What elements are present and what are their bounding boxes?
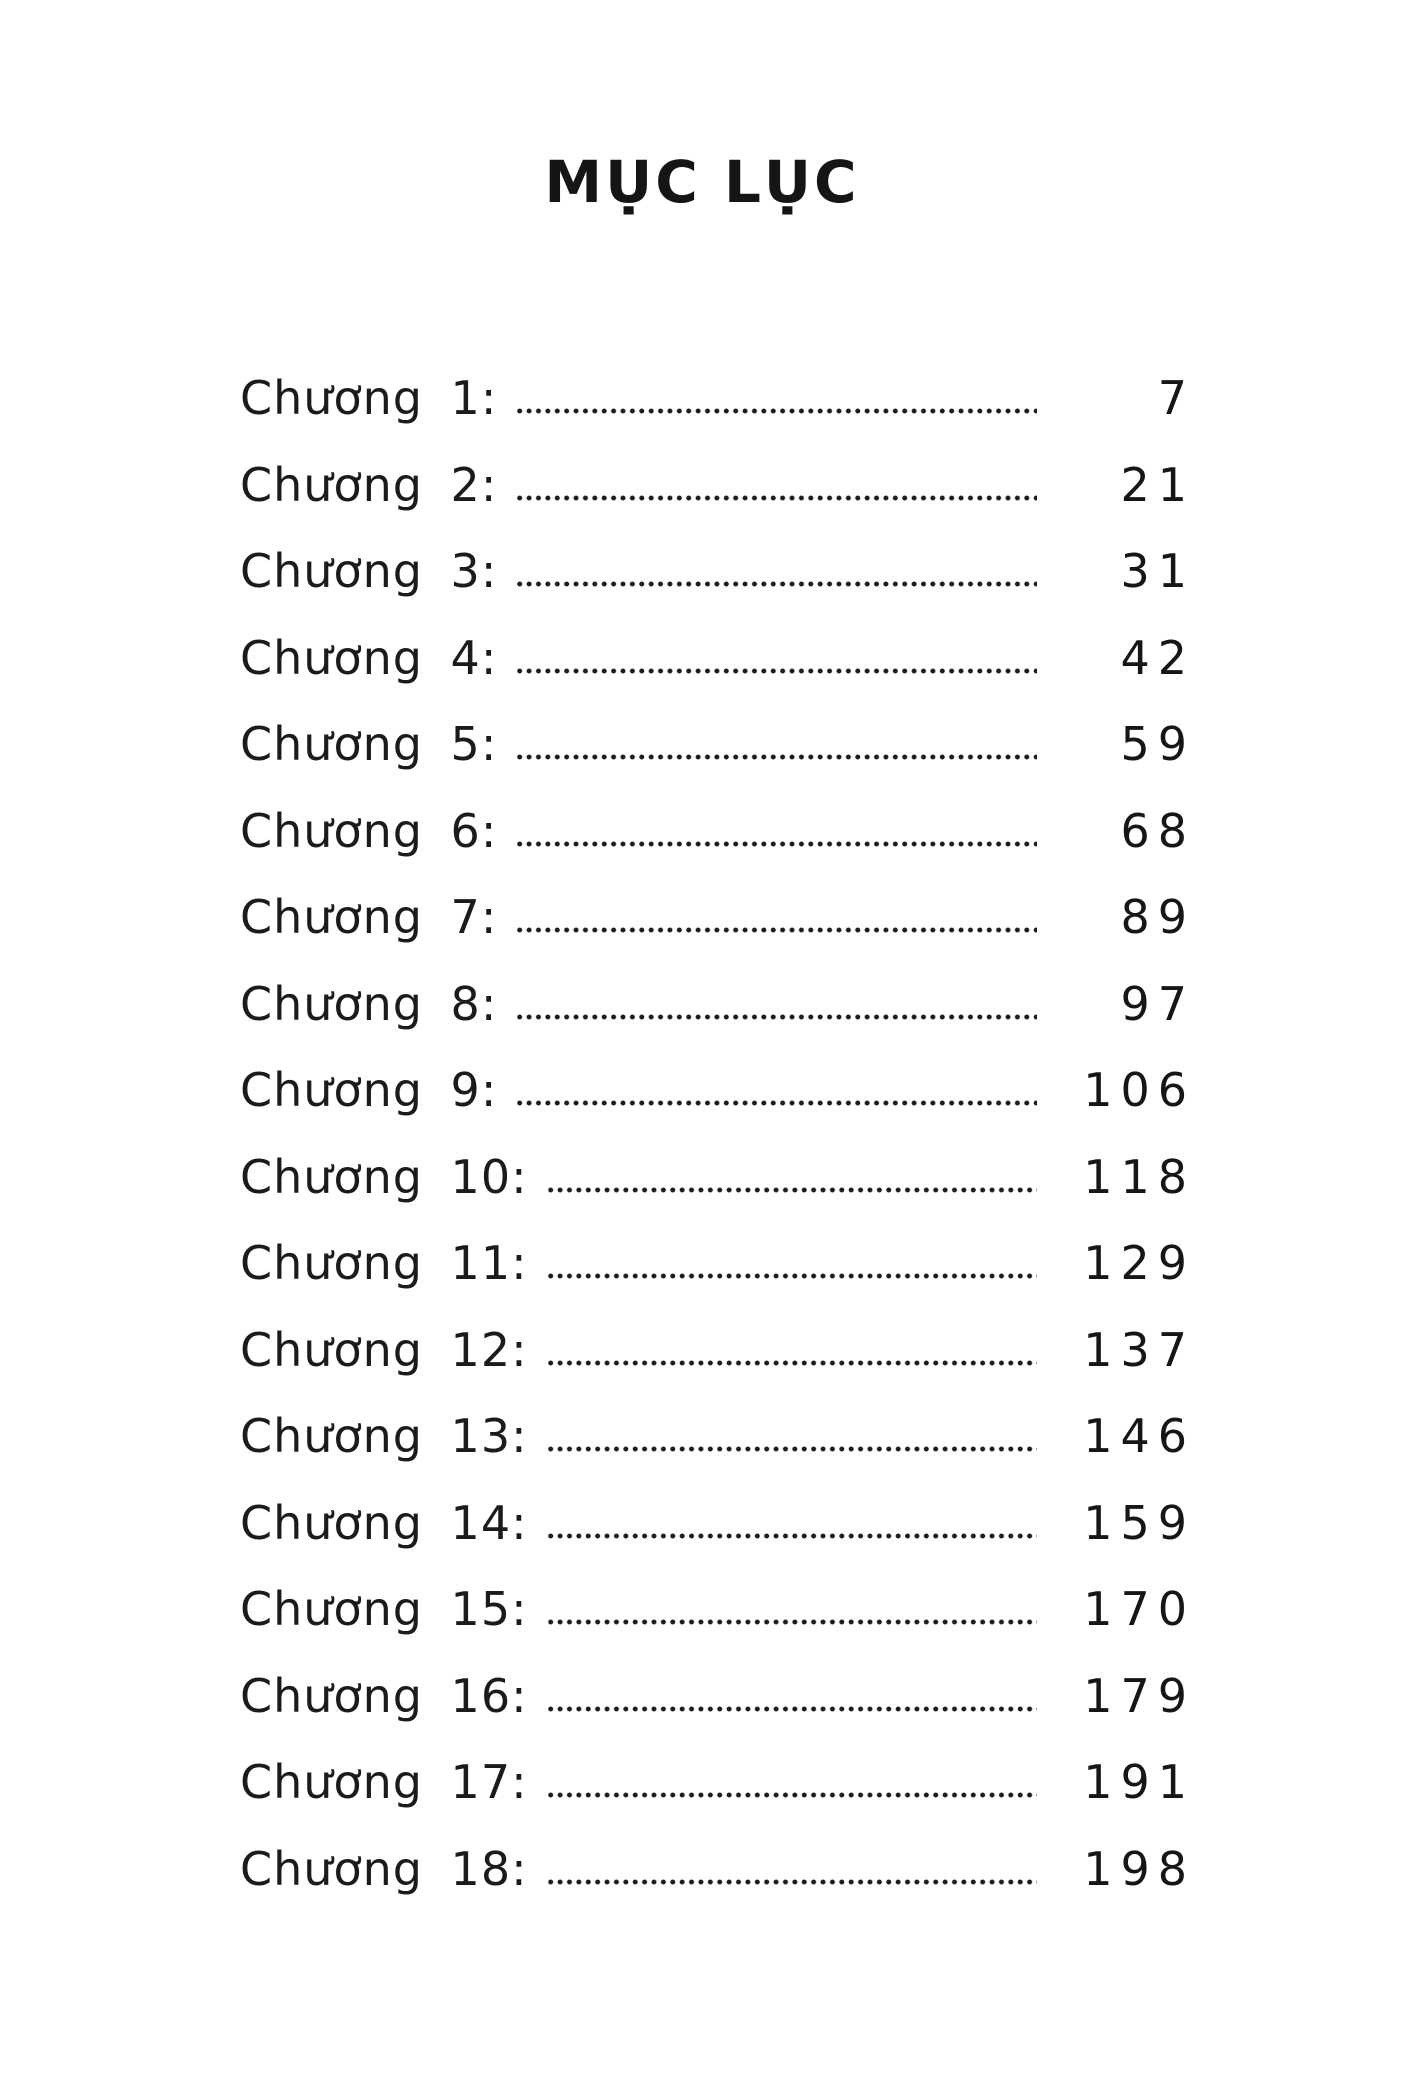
chapter-label: Chương 4:	[240, 630, 498, 685]
page-number: 31	[1120, 544, 1195, 599]
toc-entry	[240, 1047, 1195, 1134]
page-number: 170	[1083, 1582, 1195, 1637]
page-number: 198	[1083, 1841, 1195, 1896]
dot-leader	[515, 840, 1037, 848]
chapter-label: Chương 18:	[240, 1841, 528, 1896]
dot-leader	[546, 1705, 1037, 1713]
chapter-label: Chương 6:	[240, 803, 498, 858]
page-number: 42	[1120, 630, 1195, 685]
dot-leader	[515, 1013, 1037, 1021]
page-number: 21	[1120, 457, 1195, 512]
toc-entry	[240, 874, 1195, 961]
toc-entry	[240, 1393, 1195, 1480]
toc-entry	[240, 701, 1195, 788]
dot-leader	[546, 1878, 1037, 1886]
toc-entry	[240, 1653, 1195, 1740]
chapter-label: Chương 10:	[240, 1149, 528, 1204]
dot-leader	[515, 926, 1037, 934]
dot-leader	[515, 580, 1037, 588]
chapter-label: Chương 7:	[240, 890, 498, 945]
toc-entry	[240, 1134, 1195, 1221]
toc-entry	[240, 1480, 1195, 1567]
page-number: 7	[1157, 371, 1195, 426]
toc-list	[240, 355, 1195, 1912]
page-number: 159	[1083, 1495, 1195, 1550]
dot-leader	[546, 1186, 1037, 1194]
chapter-label: Chương 12:	[240, 1322, 528, 1377]
dot-leader	[546, 1272, 1037, 1280]
chapter-label: Chương 11:	[240, 1236, 528, 1291]
page-number: 118	[1083, 1149, 1195, 1204]
page-number: 97	[1120, 976, 1195, 1031]
dot-leader	[515, 407, 1037, 415]
toc-entry	[240, 1307, 1195, 1394]
toc-entry	[240, 788, 1195, 875]
dot-leader	[546, 1618, 1037, 1626]
dot-leader	[546, 1532, 1037, 1540]
toc-entry	[240, 528, 1195, 615]
page-number: 146	[1083, 1409, 1195, 1464]
chapter-label: Chương 17:	[240, 1755, 528, 1810]
page-number: 106	[1083, 1063, 1195, 1118]
chapter-label: Chương 13:	[240, 1409, 528, 1464]
dot-leader	[515, 1099, 1037, 1107]
chapter-label: Chương 16:	[240, 1668, 528, 1723]
toc-entry	[240, 1566, 1195, 1653]
page-number: 179	[1083, 1668, 1195, 1723]
dot-leader	[515, 494, 1037, 502]
page-number: 89	[1120, 890, 1195, 945]
toc-entry	[240, 1826, 1195, 1913]
chapter-label: Chương 14:	[240, 1495, 528, 1550]
chapter-label: Chương 15:	[240, 1582, 528, 1637]
page-title: MỤC LỤC	[544, 148, 860, 216]
chapter-label: Chương 1:	[240, 371, 498, 426]
dot-leader	[515, 753, 1037, 761]
chapter-label: Chương 5:	[240, 717, 498, 772]
page-number: 68	[1120, 803, 1195, 858]
page-number: 129	[1083, 1236, 1195, 1291]
dot-leader	[515, 667, 1037, 675]
page-number: 59	[1120, 717, 1195, 772]
toc-entry	[240, 961, 1195, 1048]
toc-entry	[240, 1220, 1195, 1307]
toc-entry	[240, 355, 1195, 442]
toc-entry	[240, 615, 1195, 702]
toc-entry	[240, 1739, 1195, 1826]
chapter-label: Chương 8:	[240, 976, 498, 1031]
toc-entry	[240, 442, 1195, 529]
page-number: 191	[1083, 1755, 1195, 1810]
chapter-label: Chương 2:	[240, 457, 498, 512]
chapter-label: Chương 9:	[240, 1063, 498, 1118]
dot-leader	[546, 1359, 1037, 1367]
dot-leader	[546, 1445, 1037, 1453]
dot-leader	[546, 1791, 1037, 1799]
chapter-label: Chương 3:	[240, 544, 498, 599]
page-number: 137	[1083, 1322, 1195, 1377]
